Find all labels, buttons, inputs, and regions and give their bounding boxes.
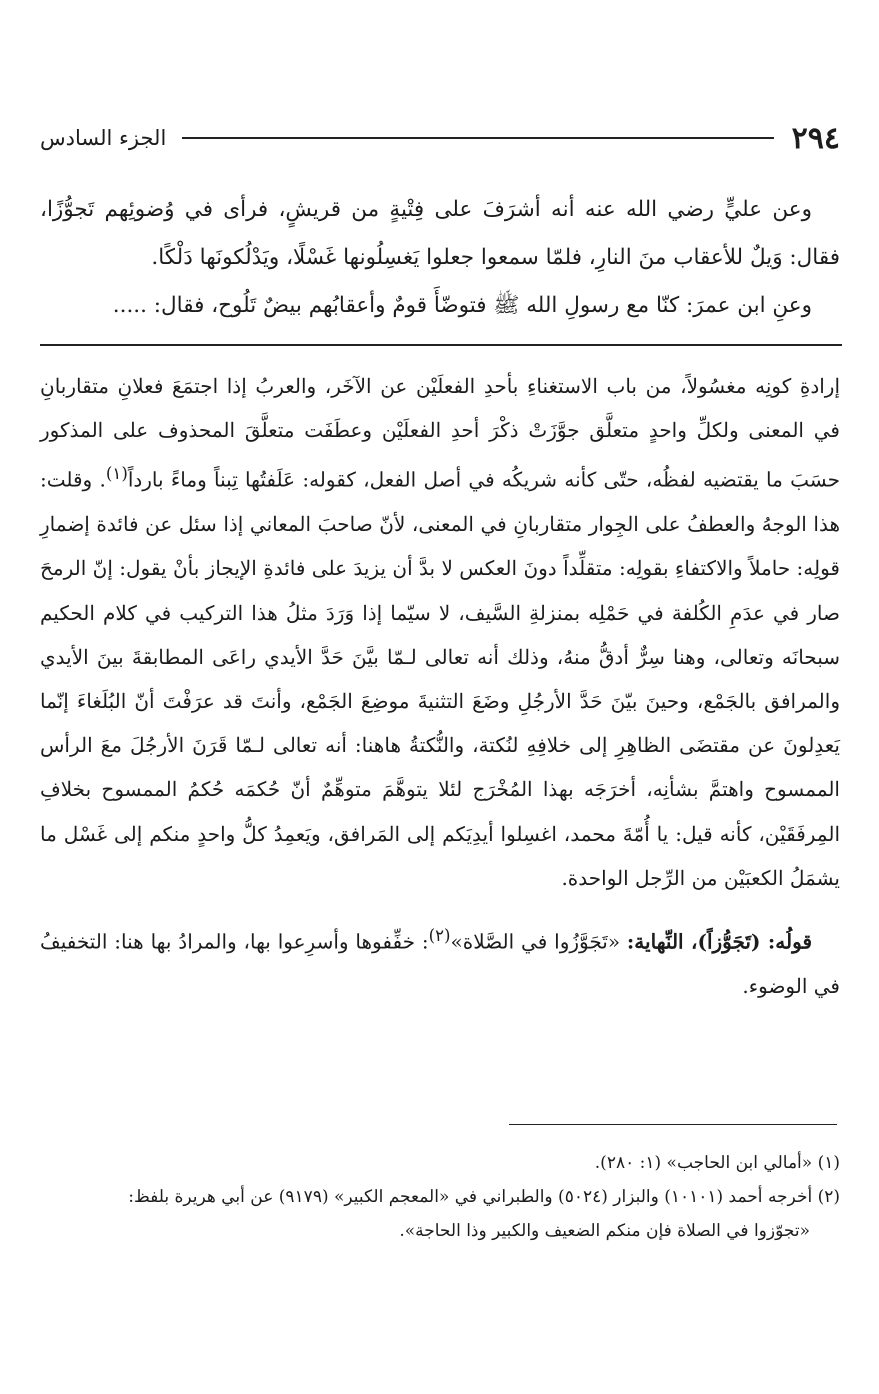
hadith-quote: «تَجَوَّزُوا في الصَّلاة» <box>450 929 621 954</box>
main-paragraph: وعن عليٍّ رضي الله عنه أنه أشرَفَ على فِتْيةٍ من قريشٍ، فرأى في وُضوئِهم تَجوُّزًا، فقال: وَيلٌ للأعقاب منَ النارِ، فلمّا سمعوا جعلوا يَغسِلُونها غَسْلًا، ويَدْلُكونَها دَلْكًا. <box>40 197 840 270</box>
footnotes <box>40 1146 840 1248</box>
footnote-1: (١) «أمالي ابن الحاجب» (١: ٢٨٠). <box>594 1153 840 1173</box>
page-header <box>40 118 840 158</box>
commentary-text-part: : خفِّفوها وأسرِعوا بها، والمرادُ بها هنا: التخفيفُ في الوضوء. <box>40 929 840 998</box>
volume-title: الجزء السادس <box>40 126 167 150</box>
footnote-2-continuation: «تجوّزوا في الصلاة فإن منكم الضعيف والكبير وذا الحاجة». <box>399 1221 810 1241</box>
commentary-text-part: . وقلت: هذا الوجهُ والعطفُ على الجِوار متقاربانِ في المعنى، لأنّ صاحبَ المعاني إذا سئل عن فائدة إضمارِ قولِه: حاملاً والاكتفاءِ بقولِه: متقلِّداً دونَ العكس لا بدَّ أن يزيدَ على فائدةِ الإيجاز بأنْ يقول: إنّ الرمحَ صار في عدَمِ الكُلفة في حَمْلِه بمنزلةِ السَّيف، لا سيّما إذا وَرَدَ مثلُ هذا التركيب في كلام الحكيم سبحانَه وتعالى، وهنا سِرٌّ أدقُّ منهُ، وذلك أنه تعالى لـمّا بيَّنَ حَدَّ الأيدي راعَى المطابقةَ بينَ الأيدي والمرافق بالجَمْع، وحينَ بيّنَ حَدَّ الأرجُلِ وضَعَ التثنيةَ موضِعَ الجَمْع، وأنتَ قد عرَفْتَ أنّ البُلَغاءَ إنّما يَعدِلونَ عن مقتضَى الظاهِرِ إلى خلافِهِ لنُكتة، والنُّكتةُ هاهنا: أنه تعالى لـمّا قَرَنَ الأرجُلَ معَ الرأس الممسوح واهتمَّ بشأنِه، أخرَجَه بهذا المُخْرَج لئلا يتوهَّمَ متوهِّمٌ أنّ حُكمَه حُكمُ الممسوح بخلافِ المِرفَقَيْن، كأنه قيل: يا أُمّةَ محمد، اغسِلوا أيدِيَكم إلى المَرافق، ويَعمِدُ كلُّ واحدٍ منكم إلى غَسْل ما يشمَلُ الكعبَيْن من الرِّجل الواحدة. <box>40 468 840 890</box>
footnote-2: (٢) أخرجه أحمد (١٠١٠١) والبزار (٥٠٢٤) والطبراني في «المعجم الكبير» (٩١٧٩) عن أبي هريرة بلفظ: <box>128 1187 840 1207</box>
main-text <box>40 186 840 330</box>
footnote-ref: (١) <box>105 464 128 484</box>
page-number: ٢٩٤ <box>791 120 840 156</box>
commentary-paragraph <box>40 364 840 900</box>
commentary-text <box>40 364 840 1008</box>
commentary-lead: قولُه: (تَجَوُّزاً)، النِّهاية: <box>626 929 813 954</box>
main-paragraph: وعنِ ابن عمرَ: كنّا مع رسولِ الله ﷺ فتوضّأَ قومٌ وأعقابُهم بيضٌ تَلُوح، فقال: ..... <box>112 293 812 318</box>
section-divider <box>40 344 842 346</box>
footnote-divider <box>509 1124 837 1125</box>
footnote-ref: (٢) <box>428 926 451 946</box>
header-rule <box>182 137 773 139</box>
commentary-paragraph <box>40 914 840 1008</box>
commentary-text-part: إرادةِ كونِه مغسُولاً، من باب الاستغناءِ بأحدِ الفعلَيْن عن الآخَر، والعربُ إذا اجتمَعَ فعلانِ متقاربانِ في المعنى ولكلِّ واحدٍ متعلَّق جوَّزَتْ ذكْرَ أحدِ الفعلَيْن وعطَفَت متعلَّقَ المحذوف على المذكور حسَبَ ما يقتضيه لفظُه، حتّى كأنه شريكُه في أصل الفعل، كقوله: عَلَفتُها تِبناً وماءً بارداً <box>40 374 840 493</box>
